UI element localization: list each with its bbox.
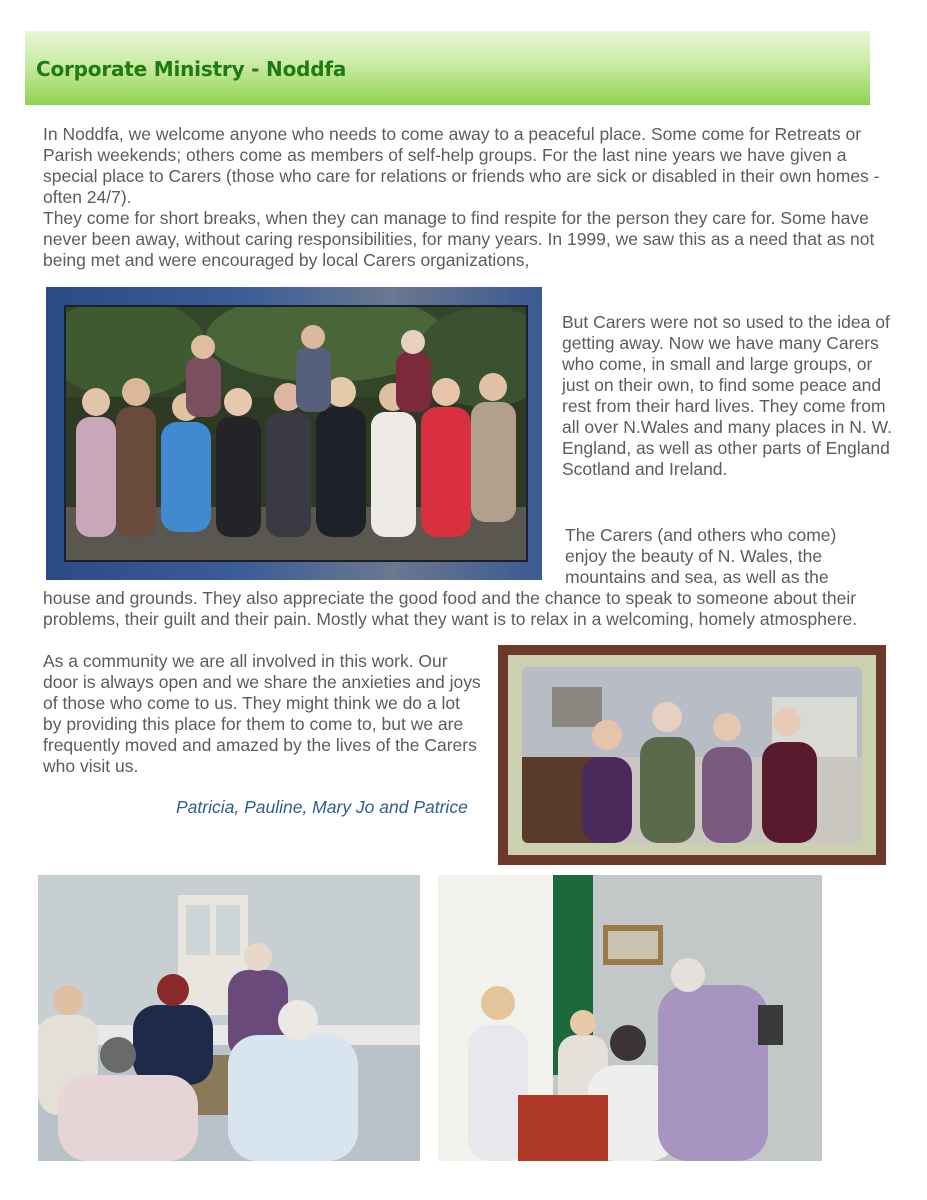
breaks-paragraph: They come for short breaks, when they can manage to find respite for the person they care for. Some have never been away, without caring responsibilities, for many years. In 1999, we saw this as a need that as not being met and were encouraged by local Carers organizations, [43, 208, 875, 270]
header-banner [25, 31, 870, 105]
group-photo [66, 307, 526, 560]
enjoy-paragraph-rest: house and grounds. They also appreciate the good food and the chance to speak to someone about their problems, their guilt and their pain. Mostly what they want is to relax in a welcoming, homely atmosphere. [43, 588, 858, 629]
enjoy-line-2: enjoy the beauty of N. Wales, the [565, 546, 823, 566]
enjoy-line-1: The Carers (and others who come) [565, 525, 837, 545]
dining-photo-right [438, 875, 822, 1161]
dining-photo-left [38, 875, 420, 1161]
community-paragraph: As a community we are all involved in this work. Our door is always open and we share the anxieties and joys of those who come to us. They might think we do a lot by providing this place for them to come to, but we are frequently moved and amazed by the lives of the Carers who visit us. [43, 651, 481, 776]
enjoy-line-3: mountains and sea, as well as the [565, 567, 829, 587]
enjoy-paragraph-start [565, 525, 905, 588]
carers-paragraph: But Carers were not so used to the idea of getting away. Now we have many Carers who come, in small and large groups, or just on their own, to find some peace and rest from their hard lives. They come from all over N.Wales and many places in N. W. England, as well as other parts of England Scotland and Ireland. [562, 312, 893, 479]
kitchen-photo-frame [498, 645, 886, 865]
group-photo-frame [46, 287, 542, 580]
page-title: Corporate Ministry - Noddfa [36, 57, 347, 81]
kitchen-photo [522, 667, 862, 843]
signature: Patricia, Pauline, Mary Jo and Patrice [176, 797, 468, 817]
intro-paragraph: In Noddfa, we welcome anyone who needs to come away to a peaceful place. Some come for Retreats or Parish weekends; others come as members of self-help groups. For the last nine years we have given a special place to Carers (those who care for relations or friends who are sick or disabled in their own homes -often 24/7). [43, 124, 880, 207]
